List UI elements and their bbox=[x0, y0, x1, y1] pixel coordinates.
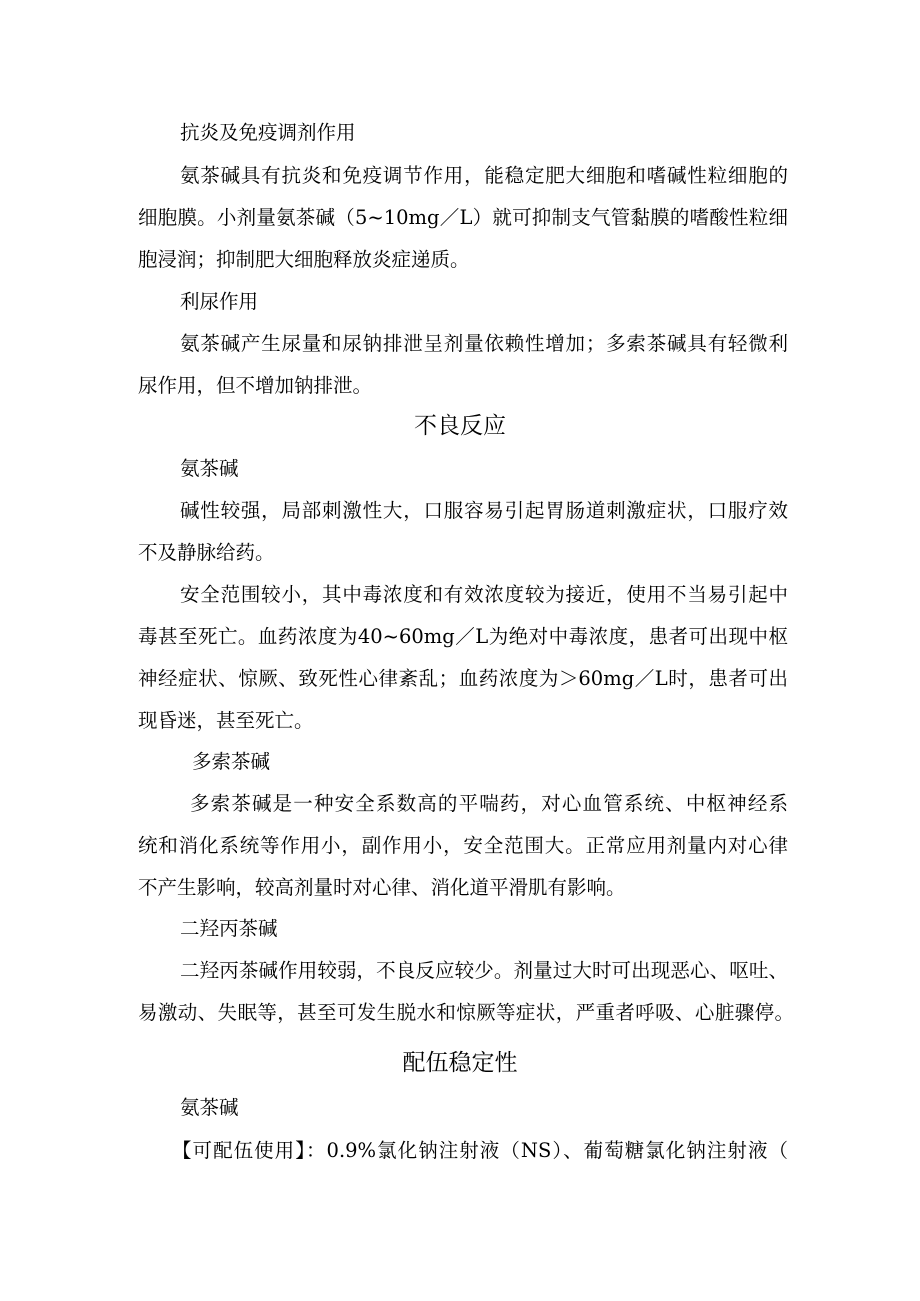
subheading-diuretic: 利尿作用 bbox=[180, 290, 259, 313]
paragraph-line: 【可配伍使用】：0.9%氯化钠注射液（NS）、葡萄糖氯化钠注射液（ bbox=[172, 1139, 788, 1162]
paragraph-line: 多索茶碱是一种安全系数高的平喘药，对心血管系统、中枢神经系 bbox=[190, 792, 788, 815]
section-heading-compatibility: 配伍稳定性 bbox=[402, 1050, 518, 1076]
subheading-anti-inflammatory: 抗炎及免疫调剂作用 bbox=[180, 121, 356, 144]
section-heading-adverse-reactions: 不良反应 bbox=[414, 413, 506, 439]
paragraph-line: 胞浸润；抑制肥大细胞释放炎症递质。 bbox=[138, 248, 470, 271]
paragraph-line: 易激动、失眠等，甚至可发生脱水和惊厥等症状，严重者呼吸、心脏骤停。 bbox=[138, 1001, 794, 1024]
paragraph-line: 现昏迷，甚至死亡。 bbox=[138, 709, 314, 732]
paragraph-line: 二羟丙茶碱作用较弱，不良反应较少。剂量过大时可出现恶心、呕吐、 bbox=[180, 959, 788, 982]
paragraph-line: 尿作用，但不增加钠排泄。 bbox=[138, 374, 373, 397]
subheading-aminophylline-compat: 氨茶碱 bbox=[180, 1096, 239, 1119]
paragraph-line: 碱性较强，局部刺激性大，口服容易引起胃肠道刺激症状，口服疗效 bbox=[180, 499, 788, 522]
subheading-dyphylline: 二羟丙茶碱 bbox=[180, 917, 278, 940]
subheading-doxofylline: 多索茶碱 bbox=[192, 750, 271, 773]
paragraph-line: 氨茶碱产生尿量和尿钠排泄呈剂量依赖性增加；多索茶碱具有轻微利 bbox=[180, 332, 788, 355]
paragraph-line: 安全范围较小，其中毒浓度和有效浓度较为接近，使用不当易引起中 bbox=[180, 583, 788, 606]
subheading-aminophylline: 氨茶碱 bbox=[180, 457, 239, 480]
paragraph-line: 氨茶碱具有抗炎和免疫调节作用，能稳定肥大细胞和嗜碱性粒细胞的 bbox=[180, 164, 788, 187]
paragraph-line: 神经症状、惊厥、致死性心律紊乱；血药浓度为＞60mg／L时，患者可出 bbox=[138, 667, 788, 690]
paragraph-line: 统和消化系统等作用小，副作用小，安全范围大。正常应用剂量内对心律 bbox=[138, 834, 788, 857]
paragraph-line: 不及静脉给药。 bbox=[138, 541, 275, 564]
paragraph-line: 不产生影响，较高剂量时对心律、消化道平滑肌有影响。 bbox=[138, 876, 626, 899]
paragraph-line: 细胞膜。小剂量氨茶碱（5~10mg／L）就可抑制支气管黏膜的嗜酸性粒细 bbox=[138, 206, 788, 229]
paragraph-line: 毒甚至死亡。血药浓度为40~60mg／L为绝对中毒浓度，患者可出现中枢 bbox=[138, 625, 788, 648]
